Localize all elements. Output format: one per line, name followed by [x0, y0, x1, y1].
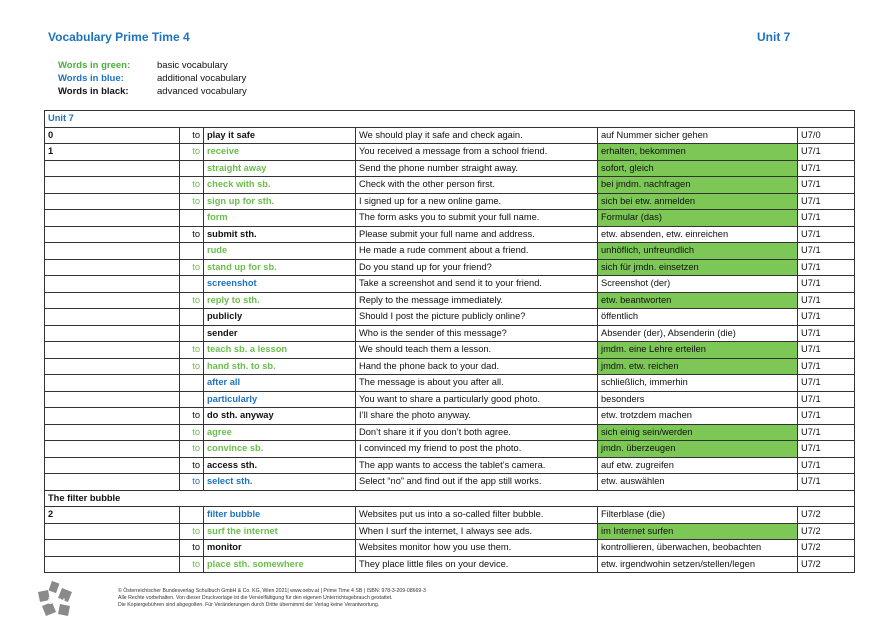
vocab-row [45, 309, 855, 326]
entry-number: 0 [45, 127, 180, 144]
infinitive-marker: to [180, 193, 204, 210]
infinitive-marker [180, 243, 204, 260]
example-sentence: We should play it safe and check again. [356, 127, 598, 144]
unit-code: U7/1 [798, 474, 855, 491]
example-sentence: Send the phone number straight away. [356, 160, 598, 177]
example-sentence: You received a message from a school friend. [356, 144, 598, 161]
vocab-word: check with sb. [204, 177, 356, 194]
german-translation: auf etw. zugreifen [598, 457, 798, 474]
example-sentence: I convinced my friend to post the photo. [356, 441, 598, 458]
infinitive-marker: to [180, 457, 204, 474]
german-translation: schließlich, immerhin [598, 375, 798, 392]
infinitive-marker: to [180, 556, 204, 573]
vocab-word: monitor [204, 540, 356, 557]
vocab-row [45, 210, 855, 227]
unit-code: U7/1 [798, 144, 855, 161]
section-heading-row [45, 111, 855, 128]
unit-code: U7/2 [798, 556, 855, 573]
vocab-row [45, 540, 855, 557]
german-translation: besonders [598, 391, 798, 408]
german-translation: sich einig sein/werden [598, 424, 798, 441]
vocab-word: surf the internet [204, 523, 356, 540]
vocab-row [45, 276, 855, 293]
vocab-row [45, 441, 855, 458]
vocab-word: submit sth. [204, 226, 356, 243]
example-sentence: Websites monitor how you use them. [356, 540, 598, 557]
legend-key: Words in blue: [58, 73, 124, 84]
infinitive-marker [180, 325, 204, 342]
entry-number [45, 556, 180, 573]
vocab-word: particularly [204, 391, 356, 408]
footer-line: Die Kopiergebühren sind abgegolten. Für Veränderungen durch Dritte übernimmt der Verlag keine Verantwortung. [118, 602, 380, 608]
infinitive-marker: to [180, 342, 204, 359]
unit-label: Unit 7 [757, 30, 791, 44]
vocab-word: do sth. anyway [204, 408, 356, 425]
infinitive-marker [180, 276, 204, 293]
infinitive-marker [180, 375, 204, 392]
example-sentence: Hand the phone back to your dad. [356, 358, 598, 375]
infinitive-marker: to [180, 474, 204, 491]
vocab-row [45, 375, 855, 392]
german-translation: etw. trotzdem machen [598, 408, 798, 425]
example-sentence: When I surf the internet, I always see ads. [356, 523, 598, 540]
unit-code: U7/1 [798, 210, 855, 227]
legend-value: basic vocabulary [157, 60, 228, 71]
infinitive-marker [180, 309, 204, 326]
page-title: Vocabulary Prime Time 4 [48, 30, 190, 44]
german-translation: auf Nummer sicher gehen [598, 127, 798, 144]
example-sentence: The form asks you to submit your full name. [356, 210, 598, 227]
german-translation: jmdm. etw. reichen [598, 358, 798, 375]
vocab-word: receive [204, 144, 356, 161]
entry-number [45, 226, 180, 243]
example-sentence: The app wants to access the tablet’s camera. [356, 457, 598, 474]
example-sentence: He made a rude comment about a friend. [356, 243, 598, 260]
example-sentence: Do you stand up for your friend? [356, 259, 598, 276]
example-sentence: I signed up for a new online game. [356, 193, 598, 210]
footer-line: Alle Rechte vorbehalten. Von dieser Druckvorlage ist die Vervielfältigung für den eigenen Unterrichtsgebrauch gestattet. [118, 595, 393, 601]
example-sentence: Reply to the message immediately. [356, 292, 598, 309]
example-sentence: Who is the sender of this message? [356, 325, 598, 342]
unit-code: U7/1 [798, 375, 855, 392]
german-translation: öffentlich [598, 309, 798, 326]
vocab-word: place sth. somewhere [204, 556, 356, 573]
unit-code: U7/1 [798, 408, 855, 425]
entry-number [45, 259, 180, 276]
legend-key: Words in black: [58, 86, 129, 97]
unit-code: U7/0 [798, 127, 855, 144]
entry-number [45, 243, 180, 260]
vocab-row [45, 342, 855, 359]
unit-code: U7/1 [798, 177, 855, 194]
german-translation: Screenshot (der) [598, 276, 798, 293]
german-translation: im Internet surfen [598, 523, 798, 540]
german-translation: etw. beantworten [598, 292, 798, 309]
legend [58, 59, 247, 98]
vocab-word: convince sb. [204, 441, 356, 458]
vocab-word: play it safe [204, 127, 356, 144]
infinitive-marker: to [180, 127, 204, 144]
infinitive-marker: to [180, 441, 204, 458]
vocab-row [45, 259, 855, 276]
infinitive-marker: to [180, 358, 204, 375]
entry-number [45, 193, 180, 210]
infinitive-marker: to [180, 424, 204, 441]
vocab-row [45, 160, 855, 177]
german-translation: sich bei etw. anmelden [598, 193, 798, 210]
legend-key: Words in green: [58, 60, 131, 71]
vocab-row [45, 193, 855, 210]
vocab-word: hand sth. to sb. [204, 358, 356, 375]
vocab-row [45, 408, 855, 425]
vocab-row [45, 523, 855, 540]
german-translation: jmdn. überzeugen [598, 441, 798, 458]
infinitive-marker [180, 391, 204, 408]
vocab-row [45, 243, 855, 260]
example-sentence: Take a screenshot and send it to your friend. [356, 276, 598, 293]
legend-row-black [58, 85, 247, 98]
german-translation: Formular (das) [598, 210, 798, 227]
unit-code: U7/1 [798, 292, 855, 309]
vocab-row [45, 144, 855, 161]
german-translation: kontrollieren, überwachen, beobachten [598, 540, 798, 557]
infinitive-marker: to [180, 177, 204, 194]
legend-value: advanced vocabulary [157, 86, 247, 97]
example-sentence: They place little files on your device. [356, 556, 598, 573]
infinitive-marker [180, 160, 204, 177]
entry-number [45, 408, 180, 425]
example-sentence: You want to share a particularly good photo. [356, 391, 598, 408]
entry-number [45, 474, 180, 491]
vocab-word: reply to sth. [204, 292, 356, 309]
entry-number [45, 292, 180, 309]
legend-value: additional vocabulary [157, 73, 247, 84]
vocab-word: select sth. [204, 474, 356, 491]
vocab-row [45, 325, 855, 342]
infinitive-marker: to [180, 408, 204, 425]
unit-code: U7/1 [798, 325, 855, 342]
unit-code: U7/1 [798, 276, 855, 293]
vocab-word: teach sb. a lesson [204, 342, 356, 359]
entry-number [45, 342, 180, 359]
vocab-word: screenshot [204, 276, 356, 293]
infinitive-marker: to [180, 540, 204, 557]
logo-text: öbv [47, 596, 65, 607]
example-sentence: Select “no” and find out if the app still works. [356, 474, 598, 491]
unit-code: U7/1 [798, 193, 855, 210]
vocab-row [45, 292, 855, 309]
entry-number [45, 160, 180, 177]
unit-code: U7/1 [798, 243, 855, 260]
entry-number [45, 177, 180, 194]
vocab-word: sender [204, 325, 356, 342]
example-sentence: I’ll share the photo anyway. [356, 408, 598, 425]
vocab-row [45, 457, 855, 474]
unit-code: U7/2 [798, 507, 855, 524]
vocab-word: form [204, 210, 356, 227]
vocab-row [45, 424, 855, 441]
german-translation: sich für jmdn. einsetzen [598, 259, 798, 276]
oebv-logo [36, 580, 76, 618]
vocab-word: publicly [204, 309, 356, 326]
entry-number [45, 457, 180, 474]
german-translation: etw. absenden, etw. einreichen [598, 226, 798, 243]
example-sentence: Check with the other person first. [356, 177, 598, 194]
vocab-row [45, 556, 855, 573]
german-translation: jmdm. eine Lehre erteilen [598, 342, 798, 359]
infinitive-marker: to [180, 523, 204, 540]
german-translation: sofort, gleich [598, 160, 798, 177]
unit-code: U7/1 [798, 457, 855, 474]
infinitive-marker [180, 507, 204, 524]
unit-code: U7/2 [798, 523, 855, 540]
vocab-row [45, 358, 855, 375]
entry-number: 1 [45, 144, 180, 161]
vocab-word: after all [204, 375, 356, 392]
german-translation: Absender (der), Absenderin (die) [598, 325, 798, 342]
unit-code: U7/1 [798, 391, 855, 408]
section-title: Unit 7 [45, 111, 855, 128]
german-translation: erhalten, bekommen [598, 144, 798, 161]
entry-number [45, 523, 180, 540]
german-translation: etw. auswählen [598, 474, 798, 491]
vocabulary-table [44, 110, 855, 573]
entry-number [45, 391, 180, 408]
entry-number [45, 540, 180, 557]
entry-number [45, 424, 180, 441]
german-translation: Filterblase (die) [598, 507, 798, 524]
unit-code: U7/1 [798, 358, 855, 375]
entry-number [45, 276, 180, 293]
vocab-row [45, 474, 855, 491]
footer [118, 588, 426, 609]
example-sentence: Should I post the picture publicly online? [356, 309, 598, 326]
legend-row-green [58, 59, 247, 72]
footer-line: © Österreichischer Bundesverlag Schulbuch GmbH & Co. KG, Wien 2021| www.oebv.at | Prime Time 4 SB | ISBN: 978-3-209-08669-3 [118, 588, 426, 594]
german-translation: etw. irgendwohin setzen/stellen/legen [598, 556, 798, 573]
entry-number [45, 309, 180, 326]
vocab-row [45, 127, 855, 144]
legend-row-blue [58, 72, 247, 85]
unit-code: U7/1 [798, 342, 855, 359]
vocab-word: sign up for sth. [204, 193, 356, 210]
infinitive-marker: to [180, 259, 204, 276]
entry-number [45, 375, 180, 392]
entry-number [45, 358, 180, 375]
vocab-word: agree [204, 424, 356, 441]
example-sentence: We should teach them a lesson. [356, 342, 598, 359]
infinitive-marker: to [180, 144, 204, 161]
example-sentence: The message is about you after all. [356, 375, 598, 392]
vocab-word: access sth. [204, 457, 356, 474]
german-translation: unhöflich, unfreundlich [598, 243, 798, 260]
unit-code: U7/1 [798, 259, 855, 276]
german-translation: bei jmdm. nachfragen [598, 177, 798, 194]
vocab-word: filter bubble [204, 507, 356, 524]
infinitive-marker [180, 210, 204, 227]
vocab-word: straight away [204, 160, 356, 177]
unit-code: U7/1 [798, 424, 855, 441]
example-sentence: Please submit your full name and address. [356, 226, 598, 243]
entry-number [45, 325, 180, 342]
vocab-row [45, 507, 855, 524]
vocab-row [45, 177, 855, 194]
unit-code: U7/1 [798, 441, 855, 458]
infinitive-marker: to [180, 226, 204, 243]
vocab-word: stand up for sb. [204, 259, 356, 276]
example-sentence: Websites put us into a so-called filter bubble. [356, 507, 598, 524]
unit-code: U7/1 [798, 226, 855, 243]
unit-code: U7/1 [798, 309, 855, 326]
infinitive-marker: to [180, 292, 204, 309]
example-sentence: Don’t share it if you don’t both agree. [356, 424, 598, 441]
vocab-word: rude [204, 243, 356, 260]
entry-number: 2 [45, 507, 180, 524]
entry-number [45, 210, 180, 227]
unit-code: U7/1 [798, 160, 855, 177]
section-title: The filter bubble [45, 490, 855, 507]
vocab-row [45, 226, 855, 243]
vocab-row [45, 391, 855, 408]
entry-number [45, 441, 180, 458]
section-heading-row [45, 490, 855, 507]
unit-code: U7/2 [798, 540, 855, 557]
